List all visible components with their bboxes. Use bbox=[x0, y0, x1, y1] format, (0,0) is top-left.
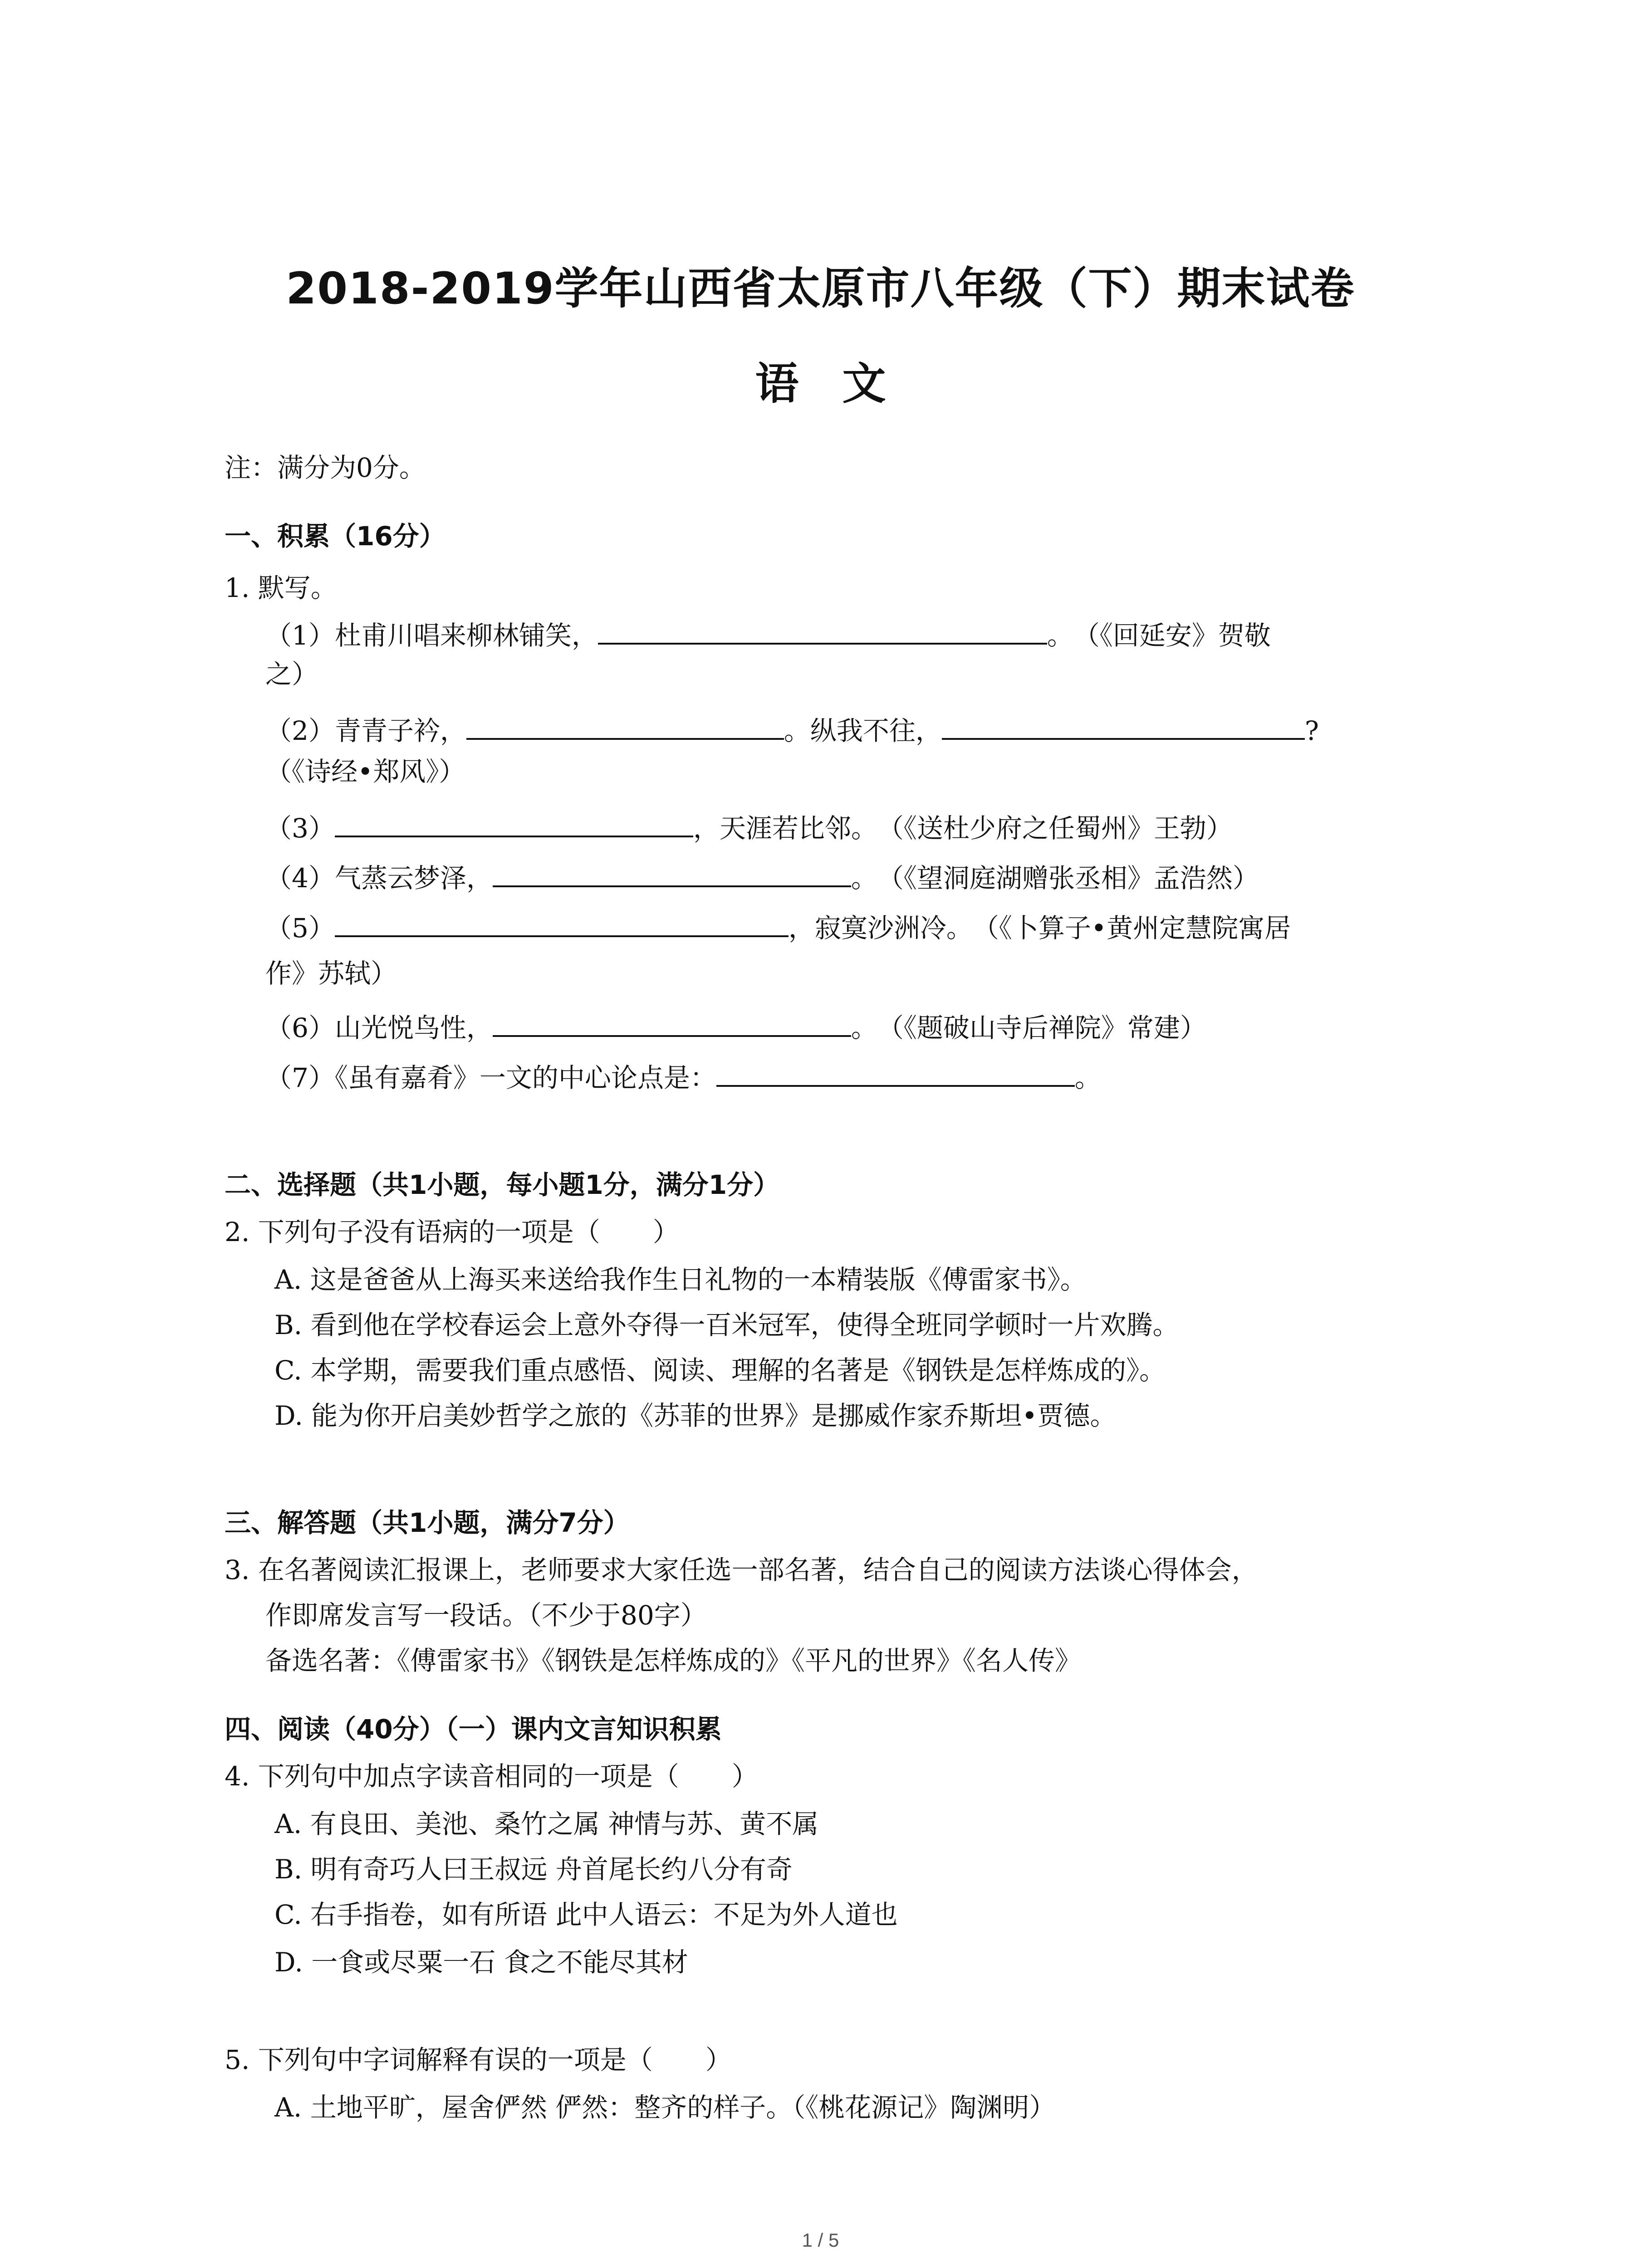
q1-item-6: （6）山光悦鸟性， 。 （《题破山寺后禅院》常建） bbox=[265, 1012, 1206, 1043]
page-number: 1 / 5 bbox=[802, 2229, 839, 2251]
q2-option-c[interactable]: C. 本学期，需要我们重点感悟、阅读、理解的名著是《钢铁是怎样炼成的》。 bbox=[274, 1355, 1166, 1386]
q4-option-a[interactable]: A. 有良田、美池、桑竹之属 神情与苏、黄不属 bbox=[274, 1809, 819, 1839]
q4-stem: 4. 下列句中加点字读音相同的一项是（ ） bbox=[225, 1761, 758, 1792]
q3-line-2: 作即席发言写一段话。（不少于80字） bbox=[265, 1600, 707, 1631]
section-heading-4: 四、阅读（40分）（一）课内文言知识积累 bbox=[225, 1714, 722, 1745]
q1-item-1: （1）杜甫川唱来柳林铺笑， 。 （《回延安》贺敬 bbox=[265, 620, 1271, 651]
q4-option-b[interactable]: B. 明有奇巧人曰王叔远 舟首尾长约八分有奇 bbox=[274, 1854, 793, 1885]
answer-blank[interactable] bbox=[942, 714, 1305, 740]
q3-line-3: 备选名著：《傅雷家书》《钢铁是怎样炼成的》《平凡的世界》《名人传》 bbox=[265, 1645, 1082, 1676]
q1-item-5-cont: 作》苏轼） bbox=[265, 958, 397, 989]
q1-item-2-cont: （《诗经•郑风》） bbox=[265, 756, 465, 787]
subject-title: 语 文 bbox=[755, 358, 886, 409]
answer-blank[interactable] bbox=[598, 619, 1047, 645]
q1-item-4: （4）气蒸云梦泽， 。 （《望洞庭湖赠张丞相》孟浩然） bbox=[265, 863, 1259, 894]
q1-item-3: （3） ，天涯若比邻。 （《送杜少府之任蜀州》王勃） bbox=[265, 813, 1233, 844]
section-heading-3: 三、解答题（共1小题，满分7分） bbox=[225, 1507, 630, 1538]
answer-blank[interactable] bbox=[716, 1061, 1075, 1087]
section-heading-1: 一、积累（16分） bbox=[225, 521, 446, 552]
q2-option-a[interactable]: A. 这是爸爸从上海买来送给我作生日礼物的一本精装版《傅雷家书》。 bbox=[274, 1264, 1087, 1295]
answer-blank[interactable] bbox=[493, 862, 851, 887]
q5-option-a[interactable]: A. 土地平旷，屋舍俨然 俨然：整齐的样子。（《桃花源记》陶渊明） bbox=[274, 2092, 1056, 2123]
q2-option-b[interactable]: B. 看到他在学校春运会上意外夺得一百米冠军，使得全班同学顿时一片欢腾。 bbox=[274, 1310, 1179, 1340]
q3-line-1: 3. 在名著阅读汇报课上，老师要求大家任选一部名著，结合自己的阅读方法谈心得体会， bbox=[225, 1554, 1258, 1585]
q5-stem: 5. 下列句中字词解释有误的一项是（ ） bbox=[225, 2044, 732, 2075]
q4-option-d[interactable]: D. 一食或尽粟一石 食之不能尽其材 bbox=[274, 1947, 688, 1978]
q1-item-5: （5） ，寂寞沙洲冷。 （《卜算子•黄州定慧院寓居 bbox=[265, 913, 1291, 943]
answer-blank[interactable] bbox=[335, 912, 789, 937]
answer-blank[interactable] bbox=[466, 714, 784, 740]
section-heading-2: 二、选择题（共1小题，每小题1分，满分1分） bbox=[225, 1169, 780, 1200]
answer-blank[interactable] bbox=[493, 1012, 851, 1037]
q1-item-7: （7）《虽有嘉肴》一文的中心论点是： 。 bbox=[265, 1062, 1101, 1093]
q1-stem: 1. 默写。 bbox=[225, 572, 337, 603]
q1-item-2: （2）青青子衿， 。纵我不往， ? bbox=[265, 715, 1319, 746]
q2-option-d[interactable]: D. 能为你开启美妙哲学之旅的《苏菲的世界》是挪威作家乔斯坦•贾德。 bbox=[274, 1400, 1117, 1431]
q1-item-1-cont: 之） bbox=[265, 659, 318, 689]
answer-blank[interactable] bbox=[335, 812, 693, 837]
score-note: 注：满分为0分。 bbox=[225, 452, 426, 483]
q4-option-c[interactable]: C. 右手指卷，如有所语 此中人语云：不足为外人道也 bbox=[274, 1899, 898, 1930]
q2-stem: 2. 下列句子没有语病的一项是（ ） bbox=[225, 1217, 679, 1247]
exam-title: 2018-2019学年山西省太原市八年级（下）期末试卷 bbox=[286, 263, 1355, 314]
